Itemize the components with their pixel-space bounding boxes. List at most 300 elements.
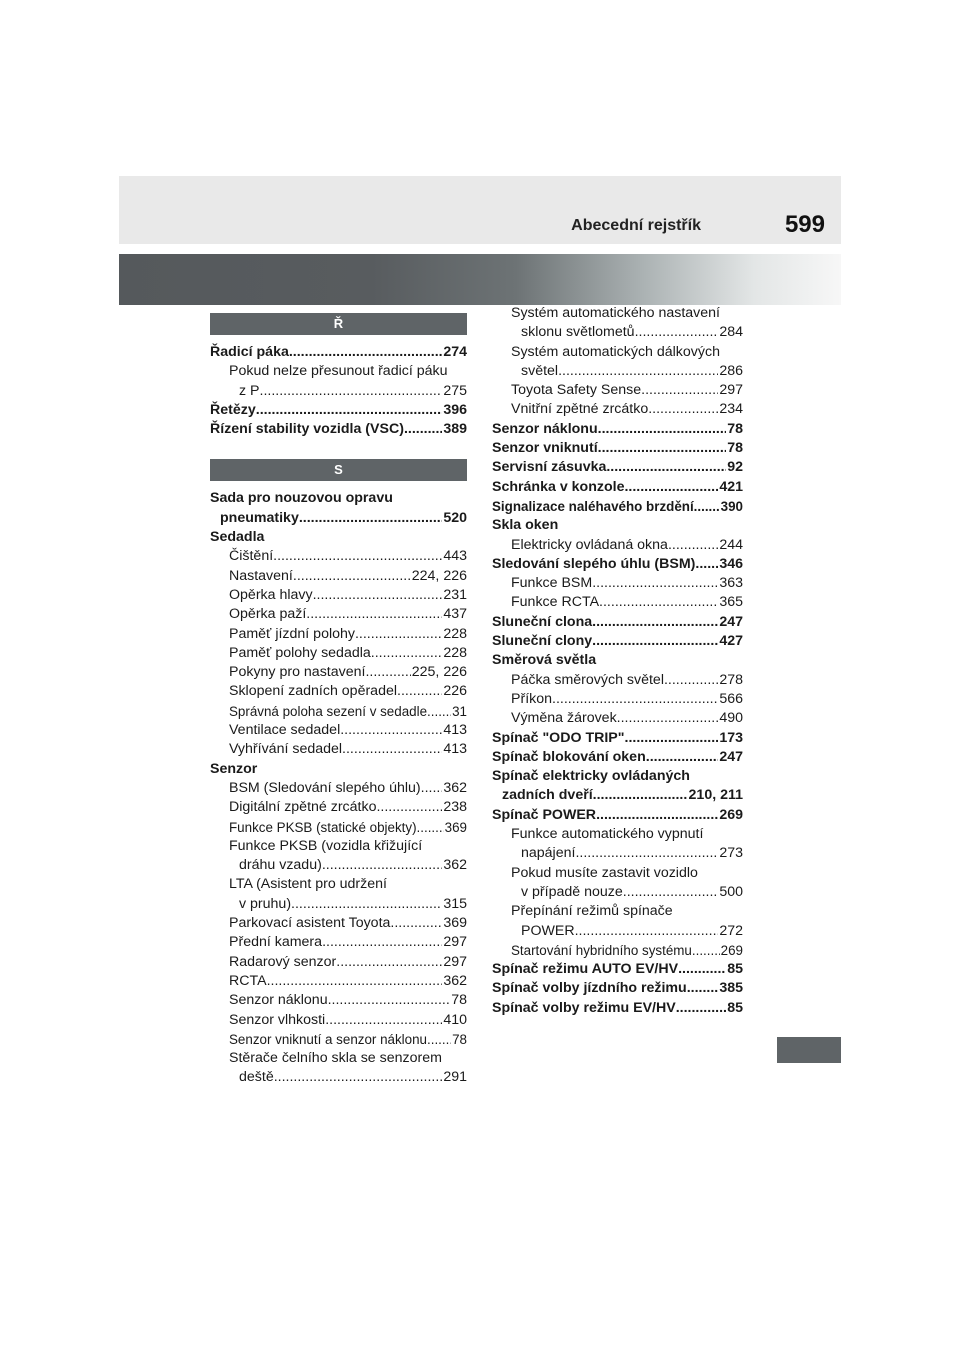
dot-leader [390, 914, 442, 933]
index-entry [492, 458, 743, 477]
dot-leader [293, 567, 411, 586]
entry-label: sklonu světlometů [521, 324, 635, 341]
entry-line [229, 818, 467, 837]
entry-line [229, 895, 467, 914]
entry-label: Senzor vniknutí [492, 440, 598, 457]
entry-line [229, 702, 467, 721]
dot-leader [274, 1068, 443, 1087]
page-reference: 362 [443, 857, 467, 874]
dot-leader [256, 401, 443, 420]
dot-leader [596, 806, 718, 825]
page-reference: 413 [443, 722, 467, 739]
dot-leader [376, 798, 442, 817]
dot-leader [617, 709, 719, 728]
page-reference: 226 [443, 683, 467, 700]
dot-leader [328, 991, 451, 1010]
index-entry [210, 991, 467, 1010]
dot-leader [575, 844, 718, 863]
index-entry [492, 690, 743, 709]
page-reference: 500 [719, 883, 743, 900]
entry-line [229, 625, 467, 644]
entry-line: Sada pro nouzovou opravu [210, 490, 393, 507]
entry-line: Systém automatického nastavení [511, 305, 720, 321]
index-entry [210, 740, 467, 759]
entry-label: Signalizace naléhavého brzdění [492, 498, 694, 514]
entry-label: Funkce RCTA [511, 594, 600, 611]
index-entry [492, 343, 743, 382]
entry-line: Funkce automatického vypnutí [511, 826, 704, 843]
index-entry [210, 953, 467, 972]
page-reference: 173 [719, 729, 743, 746]
page-reference: 520 [443, 509, 467, 526]
dot-leader [340, 721, 442, 740]
dot-leader [695, 555, 718, 574]
entry-label: Radarový senzor [229, 953, 337, 970]
entry-line [492, 420, 743, 439]
entry-label: Vyhřívání sedadel [229, 741, 343, 758]
page-reference: 85 [727, 961, 743, 978]
dot-leader [299, 509, 442, 528]
index-entry [210, 1011, 467, 1030]
entry-line [229, 605, 467, 624]
page-reference: 210, 211 [688, 787, 743, 804]
index-entry [492, 902, 743, 941]
entry-line: Sedadla [210, 529, 265, 546]
entry-line [511, 844, 743, 863]
index-entry [210, 605, 467, 624]
entry-line [511, 362, 743, 381]
entry-line [229, 1068, 467, 1087]
entry-label: BSM (Sledování slepého úhlu) [229, 779, 421, 796]
entry-line [511, 709, 743, 728]
entry-label: Spínač blokování oken [492, 748, 646, 765]
entry-label: z P [239, 382, 260, 399]
entry-label: světel [521, 362, 559, 379]
entry-line [511, 593, 743, 612]
entry-label: Vnitřní zpětné zrcátko [511, 401, 649, 418]
page-reference: 247 [719, 748, 743, 765]
page-reference: 274 [443, 344, 467, 360]
page-reference: 78 [451, 992, 467, 1009]
page-reference: 238 [443, 799, 467, 816]
entry-line [492, 632, 743, 651]
entry-line [511, 690, 743, 709]
heading-gap [210, 335, 467, 343]
dot-leader [342, 740, 442, 759]
entry-line [511, 381, 743, 400]
dot-leader [606, 458, 726, 477]
index-entry [210, 625, 467, 644]
entry-label: v pruhu) [239, 895, 292, 912]
index-entry [492, 439, 743, 458]
index-entry [210, 343, 467, 362]
index-entry [492, 381, 743, 400]
entry-line [229, 644, 467, 663]
dot-leader [592, 632, 718, 651]
page-reference: 385 [719, 980, 743, 997]
page-reference: 224, 226 [411, 567, 467, 584]
entry-line [229, 721, 467, 740]
entry-label: Opěrka hlavy [229, 586, 313, 603]
entry-line: Pokud musíte zastavit vozidlo [511, 864, 698, 881]
entry-line [210, 509, 467, 528]
heading-gap [210, 481, 467, 489]
entry-label: Digitální zpětné zrcátko [229, 799, 377, 816]
entry-line [492, 748, 743, 767]
page-reference: 297 [443, 953, 467, 970]
index-entry [210, 760, 467, 779]
entry-label: deště [239, 1069, 274, 1086]
dot-leader [260, 382, 443, 401]
dot-leader [322, 933, 442, 952]
entry-line: LTA (Asistent pro udržení [229, 876, 387, 893]
dot-leader [365, 663, 410, 682]
entry-label: Paměť jízdní polohy [229, 625, 355, 642]
index-entry [210, 663, 467, 682]
index-entry [492, 497, 743, 516]
index-column-right [492, 304, 743, 1018]
entry-label: Funkce PKSB (statické objekty) [229, 819, 417, 835]
entry-line [492, 729, 743, 748]
page-reference: 231 [443, 586, 467, 603]
index-entry [492, 825, 743, 864]
index-column-left [210, 313, 467, 1088]
dot-leader [355, 625, 442, 644]
entry-line [229, 682, 467, 701]
page-reference: 273 [719, 845, 743, 862]
entry-label: Řízení stability vozidla (VSC) [210, 421, 404, 438]
entry-line [229, 1030, 467, 1049]
entry-line [210, 343, 467, 362]
page-reference: 297 [719, 382, 743, 399]
entry-label: Spínač POWER [492, 806, 597, 823]
dot-leader [421, 779, 443, 798]
entry-label: Paměť polohy sedadla [229, 644, 371, 661]
page-reference: 286 [719, 362, 743, 379]
entry-line [492, 478, 743, 497]
entry-label: Přední kamera [229, 934, 323, 951]
page-reference: 275 [443, 382, 467, 399]
entry-label: Senzor vniknutí a senzor náklonu [229, 1031, 428, 1047]
entry-line [511, 400, 743, 419]
entry-label: Řadicí páka [210, 344, 289, 360]
page-reference: 92 [727, 459, 743, 476]
dot-leader [641, 381, 718, 400]
entry-line: Funkce PKSB (vozidla křižující [229, 837, 423, 854]
entry-label: Spínač volby jízdního režimu [492, 980, 687, 997]
page-reference: 410 [443, 1011, 467, 1028]
entry-line [511, 536, 743, 555]
entry-label: Opěrka paží [229, 606, 307, 623]
entry-label: Páčka směrových světel [511, 671, 664, 688]
entry-line [511, 922, 743, 941]
entry-line [511, 941, 743, 960]
page-reference: 297 [443, 934, 467, 951]
dot-leader [273, 547, 442, 566]
dot-leader [427, 702, 451, 721]
entry-label: Startování hybridního systému [511, 942, 692, 958]
index-entry [492, 999, 743, 1018]
entry-label: Senzor náklonu [492, 420, 598, 437]
index-entry [210, 489, 467, 528]
index-entry [492, 420, 743, 439]
dot-leader [404, 420, 442, 439]
dot-leader [668, 536, 718, 555]
index-entry [210, 779, 467, 798]
dot-leader [676, 999, 727, 1018]
entry-label: RCTA [229, 972, 267, 989]
index-entry [210, 586, 467, 605]
page-reference: 362 [443, 779, 467, 796]
dot-leader [599, 593, 718, 612]
page-reference: 78 [727, 440, 743, 457]
entry-line [492, 439, 743, 458]
index-entry [210, 721, 467, 740]
entry-line [492, 497, 743, 516]
entry-line: Senzor [210, 760, 258, 777]
index-entry [492, 748, 743, 767]
entry-line [492, 786, 743, 805]
index-entry [210, 401, 467, 420]
dot-leader [267, 972, 443, 991]
index-entry [492, 593, 743, 612]
entry-line [210, 420, 467, 439]
dot-leader [427, 1030, 451, 1049]
page-reference: 362 [443, 972, 467, 989]
page-reference: 369 [443, 915, 467, 932]
dot-leader [552, 690, 718, 709]
entry-line [511, 883, 743, 902]
entry-line [492, 458, 743, 477]
index-entry [492, 632, 743, 651]
entry-line [492, 979, 743, 998]
entry-label: Funkce BSM [511, 575, 593, 592]
index-entry [492, 574, 743, 593]
index-entry [210, 547, 467, 566]
index-entry [210, 837, 467, 876]
entry-line [229, 798, 467, 817]
entry-line [229, 972, 467, 991]
dot-leader [678, 960, 726, 979]
entry-label: Spínač volby režimu EV/HV [492, 999, 676, 1016]
dot-leader [313, 586, 443, 605]
index-entry [492, 400, 743, 419]
entry-label: Spínač režimu AUTO EV/HV [492, 961, 679, 978]
page-reference: 284 [719, 324, 743, 341]
dot-leader [598, 420, 727, 439]
index-entry [210, 420, 467, 439]
page-reference: 85 [727, 999, 743, 1016]
entry-label: Ventilace sedadel [229, 722, 341, 739]
page-reference: 78 [452, 1031, 467, 1047]
entry-line: Spínač elektricky ovládaných [492, 768, 690, 785]
entry-line [229, 740, 467, 759]
entry-line [229, 991, 467, 1010]
entry-label: Parkovací asistent Toyota [229, 915, 391, 932]
entry-line [229, 586, 467, 605]
index-entry [492, 671, 743, 690]
entry-label: dráhu vzadu) [239, 857, 322, 874]
entry-label: POWER [521, 922, 575, 939]
index-entry [210, 702, 467, 721]
letter-heading: S [210, 459, 467, 481]
page-reference: 369 [444, 819, 467, 835]
entry-label: Sluneční clona [492, 613, 593, 630]
page-reference: 413 [443, 741, 467, 758]
dot-leader [322, 856, 443, 875]
index-entry [492, 555, 743, 574]
page-reference: 269 [720, 942, 743, 958]
page-number: 599 [784, 211, 825, 238]
dot-leader [558, 362, 718, 381]
dot-leader [635, 323, 719, 342]
letter-heading: Ř [210, 313, 467, 335]
dot-leader [598, 439, 727, 458]
index-entry [492, 536, 743, 555]
entry-line [492, 806, 743, 825]
page-reference: 396 [443, 401, 467, 418]
entry-line [492, 960, 743, 979]
page-reference: 566 [719, 690, 743, 707]
page-reference: 390 [720, 498, 743, 514]
entry-label: Toyota Safety Sense [511, 382, 642, 399]
entry-line: Skla oken [492, 517, 559, 534]
dot-leader [575, 922, 719, 941]
entry-label: Správná poloha sezení v sedadle [229, 703, 428, 719]
index-entry [210, 875, 467, 914]
index-entry [492, 516, 743, 535]
page-reference: 363 [719, 575, 743, 592]
page-reference: 291 [443, 1069, 467, 1086]
section-gap [210, 439, 467, 459]
entry-line: Přepínání režimů spínače [511, 903, 673, 920]
dot-leader [592, 613, 718, 632]
page-reference: 228 [443, 644, 467, 661]
dot-leader [289, 343, 442, 362]
page-reference: 234 [719, 401, 743, 418]
page-reference: 437 [443, 606, 467, 623]
index-entry [492, 960, 743, 979]
index-entry [210, 798, 467, 817]
entry-label: zadních dveří [502, 787, 593, 804]
entry-line [492, 999, 743, 1018]
page-reference: 365 [719, 594, 743, 611]
index-entry [492, 767, 743, 806]
page-reference: 31 [452, 703, 467, 719]
dot-leader [291, 895, 442, 914]
page-reference: 269 [719, 806, 743, 823]
index-entry [210, 1049, 467, 1088]
dot-leader [417, 818, 444, 837]
index-entry [492, 478, 743, 497]
entry-label: Pokyny pro nastavení [229, 664, 366, 681]
entry-label: pneumatiky [220, 509, 299, 526]
entry-label: Schránka v konzole [492, 478, 625, 495]
index-entry [492, 729, 743, 748]
page-reference: 427 [719, 633, 743, 650]
entry-label: Elektricky ovládaná okna [511, 536, 668, 553]
chapter-tab [777, 1037, 841, 1063]
index-entry [210, 567, 467, 586]
section-title: Abecední rejstřík [571, 217, 701, 234]
entry-line [511, 574, 743, 593]
index-entry [492, 613, 743, 632]
dot-leader [646, 748, 719, 767]
index-entry [210, 972, 467, 991]
dot-leader [325, 1011, 442, 1030]
page-header [119, 176, 841, 244]
dot-leader [397, 682, 442, 701]
entry-label: Příkon [511, 690, 553, 707]
page-reference: 272 [719, 922, 743, 939]
index-entry [492, 304, 743, 343]
entry-line [229, 663, 467, 682]
dot-leader [664, 671, 718, 690]
dot-leader [648, 400, 718, 419]
entry-line [229, 953, 467, 972]
entry-line [492, 613, 743, 632]
index-entry [210, 528, 467, 547]
entry-line [511, 671, 743, 690]
index-entry [210, 914, 467, 933]
entry-label: Sluneční clony [492, 633, 593, 650]
entry-label: Řetězy [210, 401, 256, 418]
dot-leader [306, 605, 442, 624]
dot-leader [592, 574, 718, 593]
entry-line: Systém automatických dálkových [511, 343, 720, 360]
decorative-band [119, 254, 841, 305]
entry-label: v případě nouze [521, 883, 623, 900]
index-entry [210, 818, 467, 837]
entry-label: Servisní zásuvka [492, 459, 607, 476]
dot-leader [624, 478, 718, 497]
page-reference: 247 [719, 613, 743, 630]
index-entry [210, 362, 467, 401]
entry-line [229, 567, 467, 586]
entry-line [229, 382, 467, 401]
entry-label: Nastavení [229, 567, 293, 584]
dot-leader [694, 497, 720, 516]
index-entry [210, 644, 467, 663]
index-entry [492, 651, 743, 670]
dot-leader [625, 729, 719, 748]
index-entry [210, 933, 467, 952]
entry-label: Sledování slepého úhlu (BSM) [492, 555, 696, 572]
page-reference: 490 [719, 710, 743, 727]
entry-line [229, 914, 467, 933]
dot-leader [336, 953, 442, 972]
index-entry [492, 806, 743, 825]
page-reference: 78 [727, 420, 743, 437]
index-entry [492, 979, 743, 998]
index-entry [492, 864, 743, 903]
page-reference: 278 [719, 671, 743, 688]
entry-line [229, 1011, 467, 1030]
page-reference: 421 [719, 478, 743, 495]
entry-label: Sklopení zadních opěradel [229, 683, 398, 700]
page-reference: 228 [443, 625, 467, 642]
page-reference: 315 [443, 895, 467, 912]
entry-label: napájení [521, 845, 576, 862]
entry-line [229, 933, 467, 952]
index-entry [210, 682, 467, 701]
dot-leader [593, 786, 688, 805]
entry-label: Čištění [229, 548, 274, 565]
entry-line [210, 401, 467, 420]
index-entry [492, 941, 743, 960]
entry-line [229, 856, 467, 875]
entry-line: Směrová světla [492, 652, 597, 669]
